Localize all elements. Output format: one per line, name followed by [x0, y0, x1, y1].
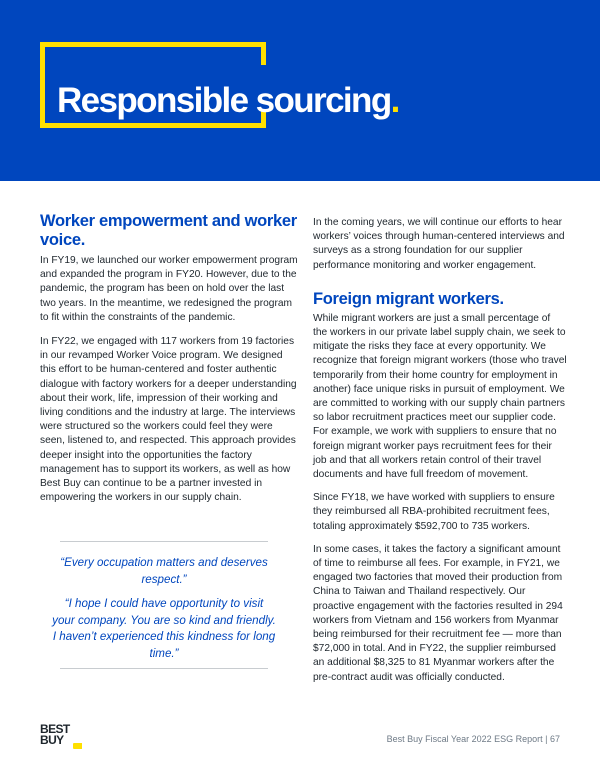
left-column	[40, 212, 298, 505]
best-buy-logo	[40, 724, 84, 754]
worker-voice-paragraph-2: In FY22, we engaged with 117 workers from 19 factories in our revamped Worker Voice program. We designed this effort to be human-centered and foster authentic dialogue with factory workers for a deeper understanding about their work, life, impression of their working and living conditions and the industry at large. The interviews were structured so the workers could feel they were seen, listened to, and respected. This approach provides deeper insight into the opportunities the factory management has to support its workers, as well as how Best Buy can continue to be a partner invested in empowering the workers in our supply chain.	[40, 336, 297, 504]
footer-text: Best Buy Fiscal Year 2022 ESG Report | 67	[386, 734, 560, 744]
hero-banner	[0, 0, 600, 181]
worker-voice-paragraph-1: In FY19, we launched our worker empowerment program and expanded the program in FY20. However, due to the pandemic, the program has been on hold over the last two years. In the meantime, we redesigned the program to fit within the constraints of the pandemic.	[40, 255, 298, 323]
migrant-paragraph-2: Since FY18, we have worked with suppliers to ensure they reimbursed all RBA-prohibited recruitment fees, totaling approximately $592,700 to 735 workers.	[313, 492, 555, 532]
logo-line-1: BEST	[40, 722, 70, 736]
logo-tag-icon	[73, 743, 82, 749]
quote-2: “I hope I could have opportunity to visit your company. You are so kind and friendly. I haven’t experienced this kindness for long time.”	[52, 597, 276, 660]
section-heading-migrant-workers: Foreign migrant workers.	[313, 289, 504, 308]
migrant-paragraph-3: In some cases, it takes the factory a significant amount of time to reimburse all fees. For example, in FY21, we engaged two factories that moved their production from China to Taiwan and Thailand respectively. Our proactive engagement with the factories resulted in 294 workers from Vietnam and 156 workers from Myanmar being reimbursed for their recruitment fee — more than $72,000 in total. And in FY22, the supplier reimbursed an additional $8,325 to 81 Myanmar workers after the pre-contract audit was officially conducted.	[313, 543, 563, 683]
quote-1: “Every occupation matters and deserves respect.”	[60, 556, 268, 586]
right-column	[313, 216, 567, 685]
logo-line-2: BUY	[40, 733, 64, 747]
worker-voice-paragraph-3: In the coming years, we will continue our efforts to hear workers’ voices through human-centered interviews and surveys as a strong foundation for our supplier performance monitoring and worker engagement.	[313, 217, 565, 271]
migrant-paragraph-1: While migrant workers are just a small percentage of the workers in our private label supply chain, we seek to mitigate the risks they face at every opportunity. We recognize that foreign migrant workers (those who travel temporarily from their home country for employment in another) face unique risks in pursuit of employment. We are committed to working with our supply chain partners so labor recruitment practices meet our supplier code. For example, we work with suppliers to ensure that no foreign migrant worker pays recruitment fees for their job and that all workers retain control of their travel documents and have full freedom of movement.	[313, 312, 567, 481]
page-title: Responsible sourcing.	[57, 81, 399, 120]
title-dot: .	[390, 81, 399, 120]
section-heading-worker-voice: Worker empowerment and worker voice.	[40, 212, 297, 249]
quote-box	[52, 541, 276, 669]
